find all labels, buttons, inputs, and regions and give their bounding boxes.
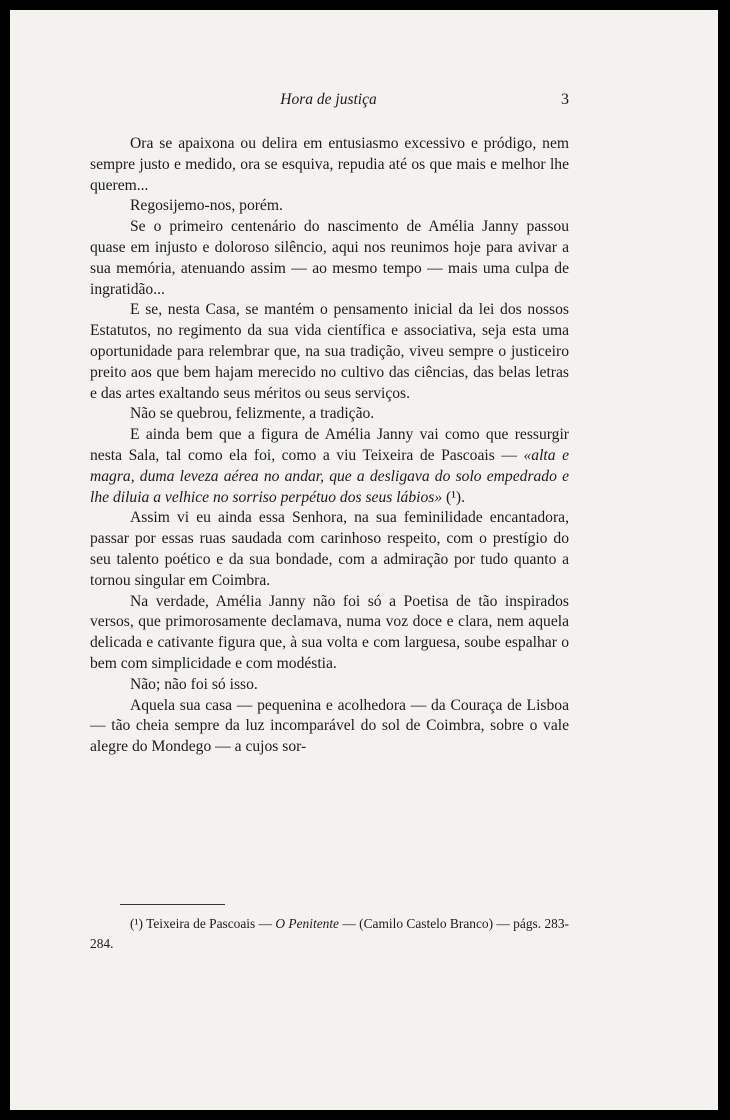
quote-end: . bbox=[461, 488, 466, 506]
paragraph-8: Na verdade, Amélia Janny não foi só a Poetisa de tão inspirados versos, que primorosamente declamava, numa voz doce e clara, nem aquela delicada e cativante figura que, à sua volta e com larguesa, soube espalhar o bem com simplicidade e com modéstia. bbox=[90, 592, 569, 672]
footnote-work-title: O Penitente bbox=[275, 916, 339, 931]
pascoais-quote: «alta e magra, duma leveza aérea no andar, que a desligava do solo empedrado e lhe diluia a velhice no sorriso perpétuo dos seus lábios» bbox=[90, 446, 569, 506]
footnote-marker: (¹) bbox=[130, 916, 143, 931]
footnote-reference: (¹) bbox=[446, 488, 462, 506]
paragraph-7: Assim vi eu ainda essa Senhora, na sua feminilidade encantadora, passar por essas ruas saudada com carinhoso respeito, com o prestígio do seu talento poético e da sua bondade, com a admiração por tudo quanto a tornou singular em Coimbra. bbox=[90, 509, 569, 589]
paragraph-4: E se, nesta Casa, se mantém o pensamento inicial da lei dos nossos Estatutos, no regimento da sua vida científica e associativa, seja esta uma oportunidade para relembrar que, na sua tradição, viveu sempre o justiceiro preito aos que bem hajam merecido no cultivo das ciências, das belas letras e das artes exaltando seus méritos ou seus serviços. bbox=[90, 301, 569, 402]
book-page bbox=[10, 10, 718, 1110]
paragraph-1: Ora se apaixona ou delira em entusiasmo excessivo e pródigo, nem sempre justo e medido, ora se esquiva, repudia até os que mais e melhor lhe querem... bbox=[90, 135, 569, 194]
footnote-divider bbox=[120, 904, 225, 905]
page-header bbox=[88, 90, 569, 112]
page-number: 3 bbox=[561, 91, 569, 108]
quote-lead-in: E ainda bem que a figura de Amélia Janny vai como que ressurgir nesta Sala, tal como ela foi, como a viu Teixeira de Pascoais — bbox=[90, 426, 569, 464]
paragraph-quote bbox=[90, 425, 569, 508]
footnote bbox=[90, 914, 569, 954]
footnote-author: Teixeira de Pascoais — bbox=[146, 916, 273, 931]
body-text bbox=[90, 134, 569, 758]
paragraph-9: Não; não foi só isso. bbox=[130, 675, 258, 693]
running-title: Hora de justiça bbox=[280, 91, 377, 108]
paragraph-5: Não se quebrou, felizmente, a tradição. bbox=[130, 405, 375, 423]
paragraph-2: Regosijemo-nos, porém. bbox=[130, 197, 283, 215]
paragraph-10: Aquela sua casa — pequenina e acolhedora — da Couraça de Lisboa — tão cheia sempre da luz incomparável do sol de Coimbra, sobre o vale alegre do Mondego — a cujos sor- bbox=[90, 696, 569, 756]
footnote-citation: — (Camilo Castelo Branco) — págs. 283-284. bbox=[90, 916, 569, 951]
paragraph-3: Se o primeiro centenário do nascimento de Amélia Janny passou quase em injusto e doloroso silêncio, aqui nos reunimos hoje para avivar a sua memória, atenuando assim — ao mesmo tempo — mais uma culpa de ingratidão... bbox=[90, 218, 569, 298]
